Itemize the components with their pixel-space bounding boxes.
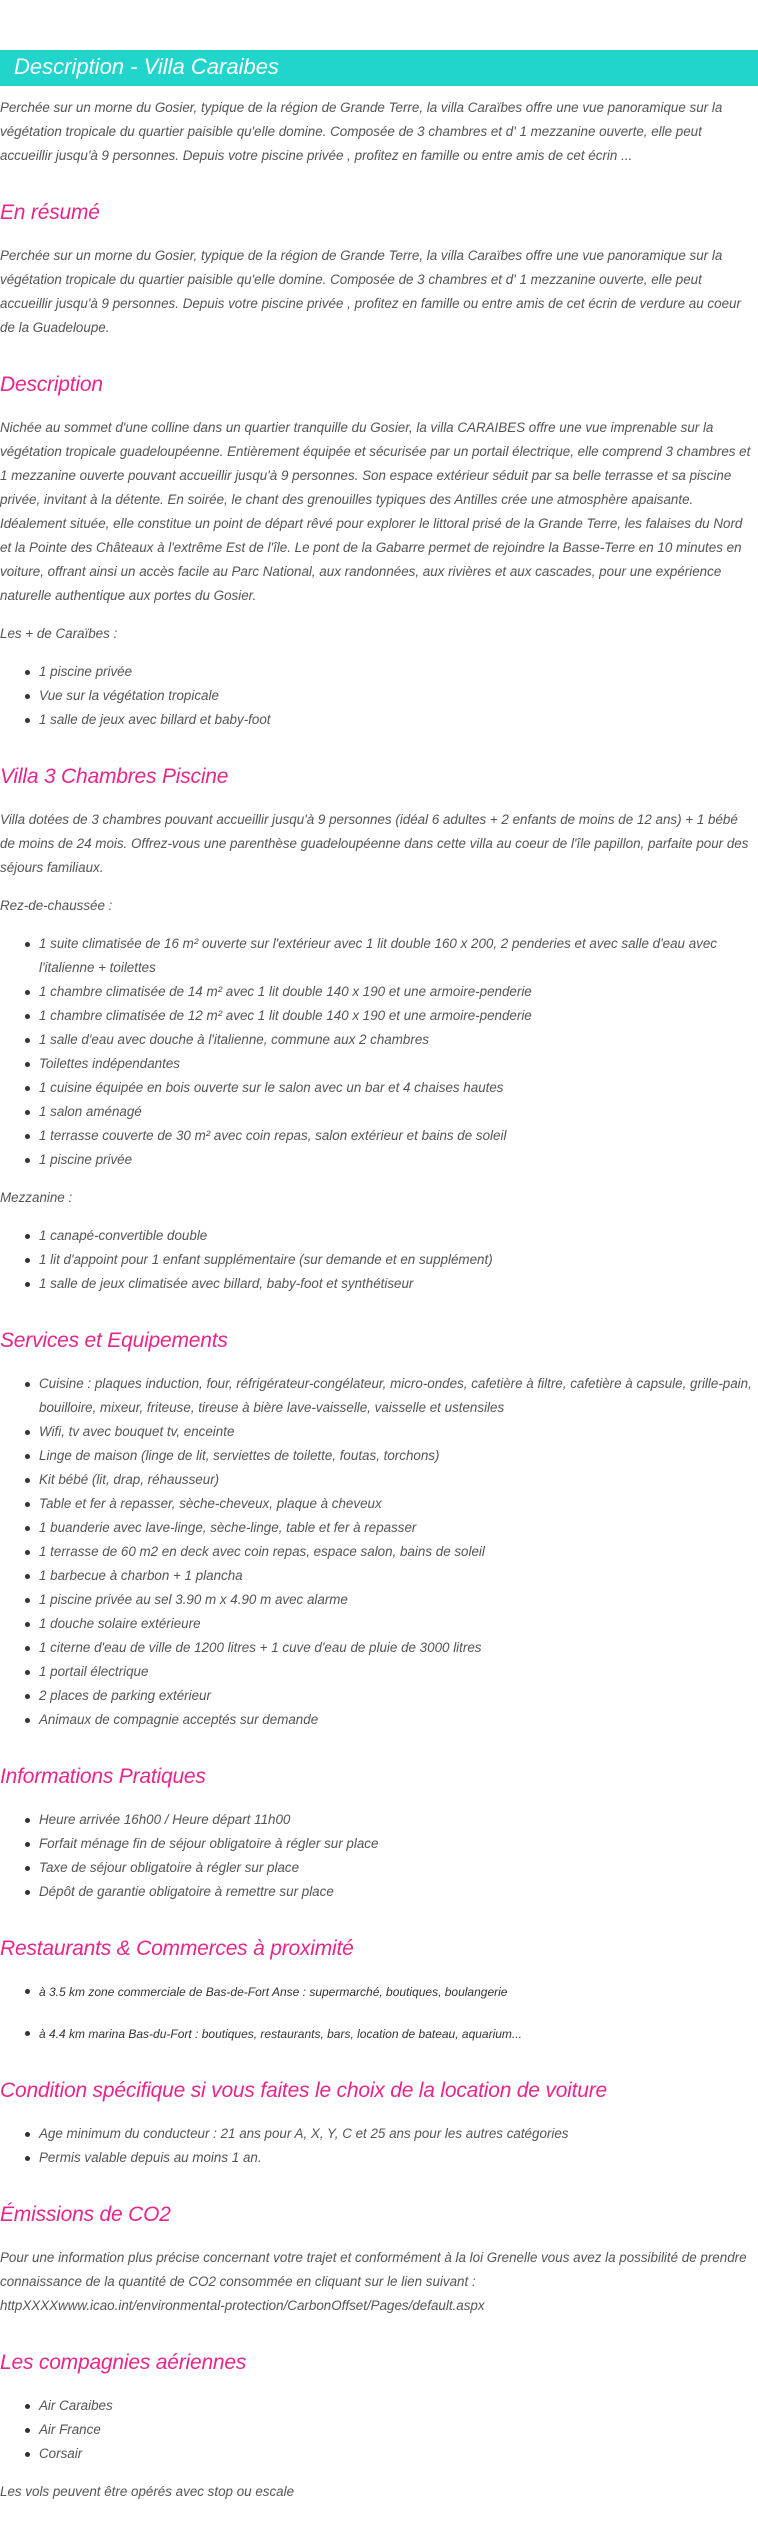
airlines-list	[0, 2394, 758, 2466]
list-item: Taxe de séjour obligatoire à régler sur place	[39, 1856, 758, 1880]
resume-heading: En résumé	[0, 201, 100, 224]
list-item: 1 piscine privée	[39, 1148, 758, 1172]
list-item: 1 buanderie avec lave-linge, sèche-linge, table et fer à repasser	[39, 1516, 758, 1540]
list-item: 1 salon aménagé	[39, 1100, 758, 1124]
list-item: Table et fer à repasser, sèche-cheveux, plaque à cheveux	[39, 1492, 758, 1516]
list-item: Linge de maison (linge de lit, serviettes de toilette, foutas, torchons)	[39, 1444, 758, 1468]
list-item: Air Caraibes	[39, 2394, 758, 2418]
list-item: Vue sur la végétation tropicale	[39, 684, 758, 708]
page-title-banner	[0, 50, 758, 86]
ground-floor-list	[0, 932, 758, 1172]
page-title: Description - Villa Caraibes	[14, 54, 279, 79]
list-item: à 4.4 km marina Bas-du-Fort : boutiques, restaurants, bars, location de bateau, aquarium...	[39, 2022, 758, 2046]
list-item: 1 douche solaire extérieure	[39, 1612, 758, 1636]
list-item: 1 suite climatisée de 16 m² ouverte sur l'extérieur avec 1 lit double 160 x 200, 2 penderies et avec salle d'eau avec l'italienne + toilettes	[39, 932, 758, 980]
list-item: Age minimum du conducteur : 21 ans pour A, X, Y, C et 25 ans pour les autres catégories	[39, 2122, 758, 2146]
list-item: 1 chambre climatisée de 12 m² avec 1 lit double 140 x 190 et une armoire-penderie	[39, 1004, 758, 1028]
services-heading: Services et Equipements	[0, 1329, 228, 1352]
list-item: 1 salle d'eau avec douche à l'italienne, commune aux 2 chambres	[39, 1028, 758, 1052]
list-item: Cuisine : plaques induction, four, réfrigérateur-congélateur, micro-ondes, cafetière à filtre, cafetière à capsule, grille-pain, bouilloire, mixeur, friteuse, tireuse à bière lave-vaisselle, vaisselle et ustensiles	[39, 1372, 758, 1420]
restaurants-heading: Restaurants & Commerces à proximité	[0, 1937, 354, 1960]
list-item: Permis valable depuis au moins 1 an.	[39, 2146, 758, 2170]
ground-floor-label: Rez-de-chaussée :	[0, 898, 113, 913]
list-item: 2 places de parking extérieur	[39, 1684, 758, 1708]
list-item: 1 salle de jeux avec billard et baby-foot	[39, 708, 758, 732]
infos-list	[0, 1808, 758, 1904]
description-paragraph-1: Nichée au sommet d'une colline dans un quartier tranquille du Gosier, la villa CARAIBES offre une vue imprenable sur la végétation tropicale guadeloupéenne. Entièrement équipée et sécurisée par un portail électrique, elle comprend 3 chambres et 1 mezzanine ouverte pouvant accueillir jusqu'à 9 personnes. Son espace extérieur séduit par sa belle terrasse et sa piscine privée, invitant à la détente. En soirée, le chant des grenouilles typiques des Antilles crée une atmosphère apaisante.	[0, 420, 751, 507]
list-item: 1 canapé-convertible double	[39, 1224, 758, 1248]
plus-label: Les + de Caraïbes :	[0, 626, 118, 641]
airlines-note: Les vols peuvent être opérés avec stop ou escale	[0, 2484, 295, 2499]
list-item: 1 terrasse de 60 m2 en deck avec coin repas, espace salon, bains de soleil	[39, 1540, 758, 1564]
list-item: 1 barbecue à charbon + 1 plancha	[39, 1564, 758, 1588]
list-item: 1 piscine privée au sel 3.90 m x 4.90 m avec alarme	[39, 1588, 758, 1612]
description-paragraph-2: Idéalement située, elle constitue un point de départ rêvé pour explorer le littoral prisé de la Grande Terre, les falaises du Nord et la Pointe des Châteaux à l'extrême Est de l'île. Le pont de la Gabarre permet de rejoindre la Basse-Terre en 10 minutes en voiture, offrant ainsi un accès facile au Parc National, aux randonnées, aux rivières et aux cascades, pour une expérience naturelle authentique aux portes du Gosier.	[0, 516, 743, 603]
mezzanine-label: Mezzanine :	[0, 1190, 73, 1205]
resume-paragraph: Perchée sur un morne du Gosier, typique de la région de Grande Terre, la villa Caraïbes offre une vue panoramique sur la végétation tropicale du quartier paisible qu'elle domine. Composée de 3 chambres et d' 1 mezzanine ouverte, elle peut accueillir jusqu'à 9 personnes. Depuis votre piscine privée , profitez en famille ou entre amis de cet écrin de verdure au coeur de la Guadeloupe.	[0, 248, 741, 335]
plus-list	[0, 660, 758, 732]
list-item: Air France	[39, 2418, 758, 2442]
list-item: Heure arrivée 16h00 / Heure départ 11h00	[39, 1808, 758, 1832]
list-item: Corsair	[39, 2442, 758, 2466]
list-item: 1 chambre climatisée de 14 m² avec 1 lit double 140 x 190 et une armoire-penderie	[39, 980, 758, 1004]
list-item: 1 citerne d'eau de ville de 1200 litres + 1 cuve d'eau de pluie de 3000 litres	[39, 1636, 758, 1660]
list-item: 1 salle de jeux climatisée avec billard, baby-foot et synthétiseur	[39, 1272, 758, 1296]
list-item: 1 lit d'appoint pour 1 enfant supplémentaire (sur demande et en supplément)	[39, 1248, 758, 1272]
description-heading: Description	[0, 373, 103, 396]
list-item: à 3.5 km zone commerciale de Bas-de-Fort Anse : supermarché, boutiques, boulangerie	[39, 1980, 758, 2004]
co2-paragraph: Pour une information plus précise concernant votre trajet et conformément à la loi Grenelle vous avez la possibilité de prendre connaissance de la quantité de CO2 consommée en cliquant sur le lien suivant :	[0, 2250, 747, 2289]
services-list	[0, 1372, 758, 1732]
mezzanine-list	[0, 1224, 758, 1296]
list-item: Wifi, tv avec bouquet tv, enceinte	[39, 1420, 758, 1444]
car-heading: Condition spécifique si vous faites le choix de la location de voiture	[0, 2079, 608, 2102]
car-list	[0, 2122, 758, 2170]
villa-paragraph: Villa dotées de 3 chambres pouvant accueillir jusqu'à 9 personnes (idéal 6 adultes + 2 enfants de moins de 12 ans) + 1 bébé de moins de 24 mois. Offrez-vous une parenthèse guadeloupéenne dans cette villa au coeur de l'île papillon, parfaite pour des séjours familiaux.	[0, 812, 749, 875]
list-item: 1 terrasse couverte de 30 m² avec coin repas, salon extérieur et bains de soleil	[39, 1124, 758, 1148]
infos-heading: Informations Pratiques	[0, 1765, 206, 1788]
list-item: 1 portail électrique	[39, 1660, 758, 1684]
villa-heading: Villa 3 Chambres Piscine	[0, 765, 229, 788]
co2-heading: Émissions de CO2	[0, 2203, 171, 2226]
co2-link[interactable]: httpXXXXwww.icao.int/environmental-protection/CarbonOffset/Pages/default.aspx	[0, 2298, 485, 2313]
list-item: 1 cuisine équipée en bois ouverte sur le salon avec un bar et 4 chaises hautes	[39, 1076, 758, 1100]
list-item: 1 piscine privée	[39, 660, 758, 684]
airlines-heading: Les compagnies aériennes	[0, 2351, 247, 2374]
list-item: Animaux de compagnie acceptés sur demande	[39, 1708, 758, 1732]
list-item: Kit bébé (lit, drap, réhausseur)	[39, 1468, 758, 1492]
list-item: Forfait ménage fin de séjour obligatoire à régler sur place	[39, 1832, 758, 1856]
restaurants-list	[0, 1980, 758, 2046]
list-item: Dépôt de garantie obligatoire à remettre sur place	[39, 1880, 758, 1904]
intro-paragraph: Perchée sur un morne du Gosier, typique de la région de Grande Terre, la villa Caraïbes offre une vue panoramique sur la végétation tropicale du quartier paisible qu'elle domine. Composée de 3 chambres et d' 1 mezzanine ouverte, elle peut accueillir jusqu'à 9 personnes. Depuis votre piscine privée , profitez en famille ou entre amis de cet écrin ...	[0, 100, 723, 163]
list-item: Toilettes indépendantes	[39, 1052, 758, 1076]
